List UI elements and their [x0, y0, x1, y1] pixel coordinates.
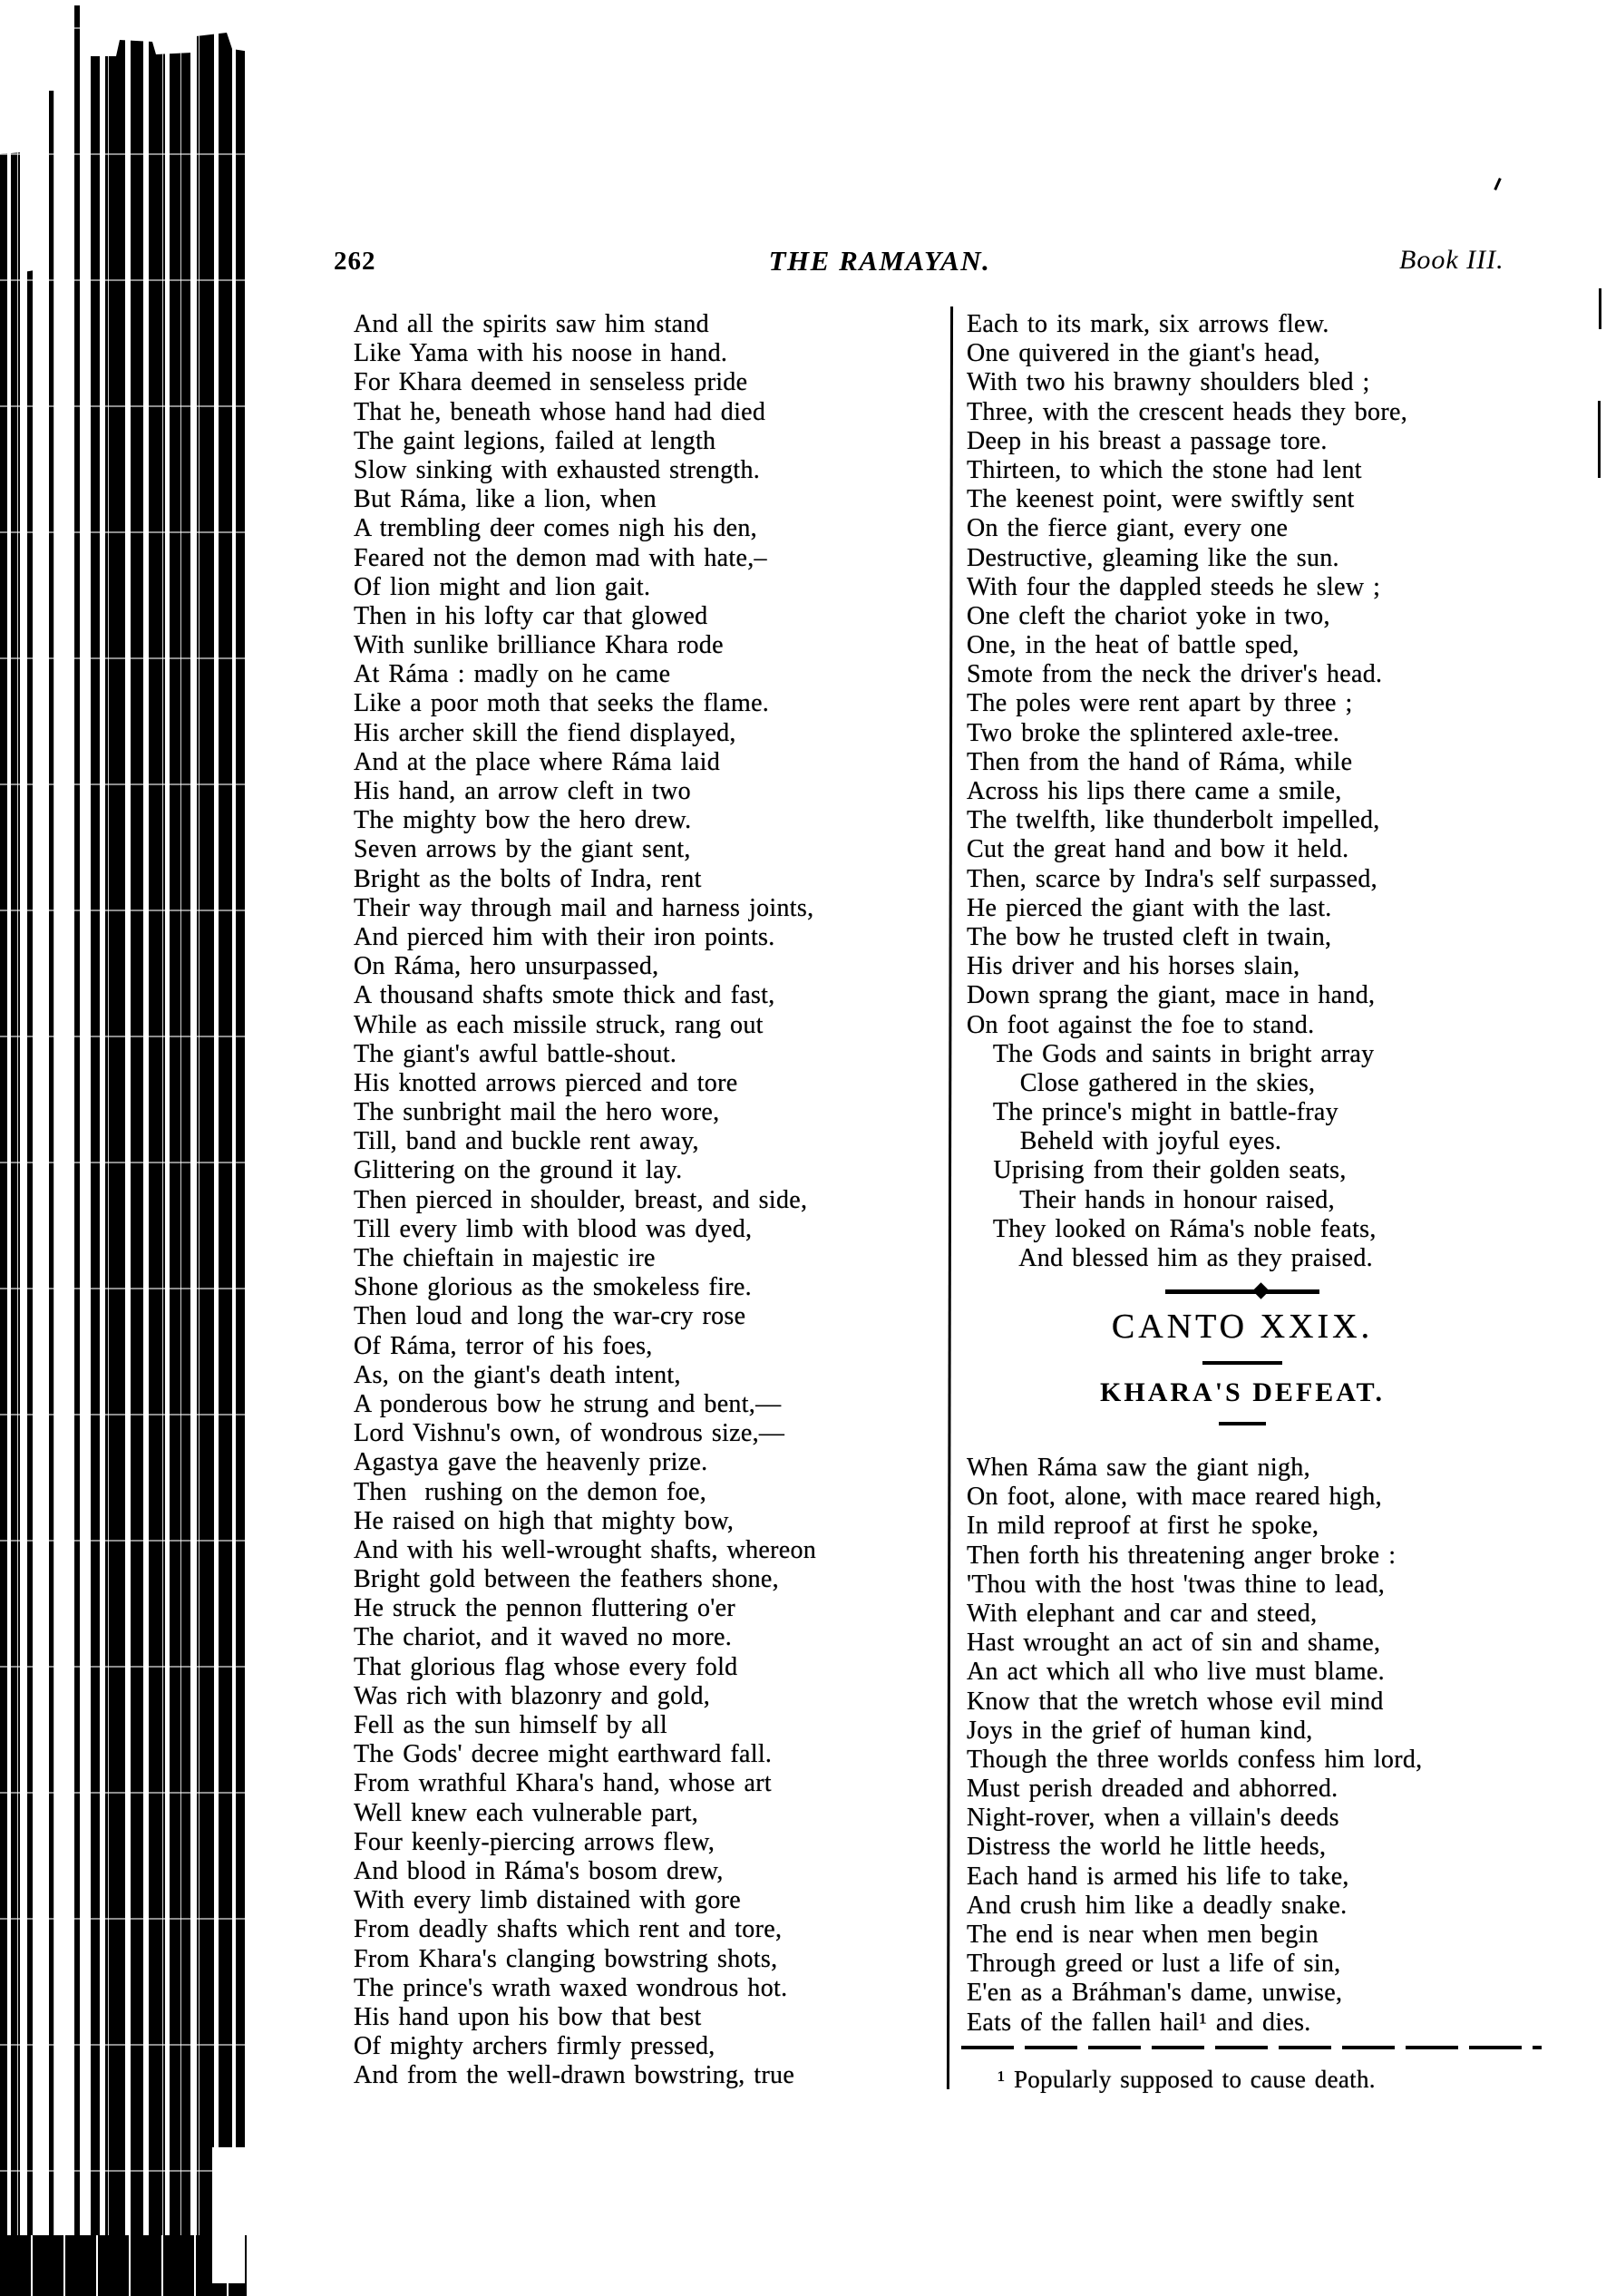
poem-line: E'en as a Bráhman's dame, unwise,	[967, 1979, 1343, 2008]
poem-line: Each hand is armed his life to take,	[967, 1862, 1349, 1891]
poem-line: One, in the heat of battle sped,	[967, 631, 1299, 660]
poem-line: And blessed him as they praised.	[967, 1244, 1373, 1272]
poem-line: The chieftain in majestic ire	[354, 1244, 656, 1272]
divider-rule-small	[1219, 1422, 1266, 1425]
poem-line: Hast wrought an act of sin and shame,	[967, 1629, 1381, 1658]
poem-line: Destructive, gleaming like the sun.	[967, 543, 1339, 572]
poem-line: But Ráma, like a lion, when	[354, 485, 657, 514]
poem-line: His driver and his horses slain,	[967, 952, 1300, 981]
poem-line: Glittering on the ground it lay.	[354, 1156, 683, 1185]
poem-line: And crush him like a deadly snake.	[967, 1891, 1348, 1920]
poem-line: Feared not the demon mad with hate,–	[354, 543, 767, 572]
poem-line: Fell as the sun himself by all	[354, 1711, 667, 1739]
canto-heading: CANTO XXIX.	[1111, 1308, 1374, 1346]
canto-poem	[967, 1454, 1565, 2038]
poem-line: As, on the giant's death intent,	[354, 1360, 681, 1389]
poem-line: Like Yama with his noose in hand.	[354, 339, 728, 368]
poem-line: The end is near when men begin	[967, 1921, 1319, 1949]
footnote: ¹ Popularly supposed to cause death.	[998, 2066, 1376, 2093]
poem-line: On Ráma, hero unsurpassed,	[354, 952, 659, 981]
poem-line: Till, band and buckle rent away,	[354, 1127, 699, 1156]
poem-line: Four keenly-piercing arrows flew,	[354, 1827, 715, 1856]
poem-line: The keenest point, were swiftly sent	[967, 485, 1355, 514]
poem-line: Well knew each vulnerable part,	[354, 1798, 699, 1827]
poem-line: His archer skill the fiend displayed,	[354, 718, 736, 747]
poem-line: And all the spirits saw him stand	[354, 310, 709, 338]
poem-line: Though the three worlds confess him lord,	[967, 1745, 1423, 1774]
poem-line: Then forth his threatening anger broke :	[967, 1541, 1397, 1570]
poem-line: Smote from the neck the driver's head.	[967, 660, 1383, 689]
page-title: THE RAMAYAN.	[768, 245, 991, 277]
poem-line: And at the place where Ráma laid	[354, 747, 720, 776]
poem-line: Joys in the grief of human kind,	[967, 1716, 1313, 1745]
poem-line: When Ráma saw the giant nigh,	[967, 1454, 1310, 1482]
poem-line: Was rich with blazonry and gold,	[354, 1681, 711, 1710]
poem-line: The prince's might in battle-fray	[967, 1098, 1338, 1127]
ornament-rule	[1165, 1289, 1319, 1294]
poem-line: Thirteen, to which the stone had lent	[967, 455, 1362, 484]
poem-line: Their way through mail and harness joints,	[354, 893, 814, 922]
poem-line: He struck the pennon fluttering o'er	[354, 1594, 736, 1623]
page-edge-mark	[1599, 288, 1601, 329]
poem-line: And from the well-drawn bowstring, true	[354, 2061, 795, 2090]
poem-line: One quivered in the giant's head,	[967, 339, 1320, 368]
page-number: 262	[334, 247, 376, 276]
poem-line: Know that the wretch whose evil mind	[967, 1687, 1384, 1716]
poem-line: On foot, alone, with mace reared high,	[967, 1483, 1382, 1512]
poem-line: Down sprang the giant, mace in hand,	[967, 981, 1376, 1010]
poem-line: Then rushing on the demon foe,	[354, 1477, 706, 1506]
poem-line: That he, beneath whose hand had died	[354, 397, 766, 426]
poem-line: For Khara deemed in senseless pride	[354, 368, 748, 397]
poem-line: Through greed or lust a life of sin,	[967, 1950, 1341, 1979]
poem-line: Bright gold between the feathers shone,	[354, 1565, 779, 1594]
poem-line: The chariot, and it waved no more.	[354, 1623, 733, 1652]
poem-line: On the fierce giant, every one	[967, 514, 1289, 543]
canto-heading-block	[961, 1286, 1523, 1425]
poem-line: On foot against the foe to stand.	[967, 1010, 1315, 1039]
poem-line: Night-rover, when a villain's deeds	[967, 1804, 1339, 1833]
scan-speck-mark	[1494, 178, 1501, 190]
poem-line: Then loud and long the war-cry rose	[354, 1302, 746, 1331]
poem-line: Till every limb with blood was dyed,	[354, 1214, 753, 1243]
poem-line: Then, scarce by Indra's self surpassed,	[967, 864, 1377, 893]
left-column-poem	[354, 310, 952, 2090]
poem-line: He raised on high that mighty bow,	[354, 1506, 735, 1535]
poem-line: The sunbright mail the hero wore,	[354, 1098, 720, 1127]
page-edge-mark	[1598, 401, 1601, 478]
poem-line: 'Thou with the host 'twas thine to lead,	[967, 1570, 1386, 1599]
poem-line: Lord Vishnu's own, of wondrous size,—	[354, 1419, 785, 1448]
poem-line: A trembling deer comes nigh his den,	[354, 514, 757, 543]
binding-scan-artifact-bottom	[0, 2235, 247, 2296]
poem-line: The mighty bow the hero drew.	[354, 806, 692, 835]
poem-line: Of lion might and lion gait.	[354, 572, 651, 601]
poem-line: Must perish dreaded and abhorred.	[967, 1775, 1338, 1804]
poem-line: At Ráma : madly on he came	[354, 660, 671, 689]
poem-line: Across his lips there came a smile,	[967, 777, 1342, 805]
poem-line: And blood in Ráma's bosom drew,	[354, 1856, 724, 1885]
poem-line: Shone glorious as the smokeless fire.	[354, 1273, 752, 1302]
poem-line: A ponderous bow he strung and bent,—	[354, 1389, 782, 1418]
poem-line: Slow sinking with exhausted strength.	[354, 455, 761, 484]
poem-line: The prince's wrath waxed wondrous hot.	[354, 1973, 788, 2002]
poem-line: Then in his lofty car that glowed	[354, 601, 708, 630]
poem-line: They looked on Ráma's noble feats,	[967, 1214, 1377, 1243]
poem-line: The giant's awful battle-shout.	[354, 1039, 677, 1068]
poem-line: Then pierced in shoulder, breast, and side,	[354, 1185, 808, 1214]
poem-line: Two broke the splintered axle-tree.	[967, 718, 1340, 747]
poem-line: Beheld with joyful eyes.	[967, 1127, 1282, 1156]
poem-line: The bow he trusted cleft in twain,	[967, 922, 1332, 951]
poem-line: And with his well-wrought shafts, whereon	[354, 1535, 817, 1564]
poem-line: Their hands in honour raised,	[967, 1185, 1335, 1214]
poem-line: With sunlike brilliance Khara rode	[354, 631, 724, 660]
poem-line: Bright as the bolts of Indra, rent	[354, 864, 702, 893]
poem-line: A thousand shafts smote thick and fast,	[354, 981, 775, 1010]
poem-line: The Gods and saints in bright array	[967, 1039, 1375, 1068]
poem-line: Of Ráma, terror of his foes,	[354, 1331, 653, 1360]
binding-scan-notch	[212, 2147, 245, 2283]
poem-line: The gaint legions, failed at length	[354, 426, 716, 455]
poem-line: His knotted arrows pierced and tore	[354, 1068, 738, 1097]
poem-line: The twelfth, like thunderbolt impelled,	[967, 806, 1380, 835]
poem-line: His hand upon his bow that best	[354, 2002, 702, 2031]
book-label: Book III.	[1399, 245, 1504, 275]
divider-rule	[1202, 1361, 1282, 1365]
poem-line: With two his brawny shoulders bled ;	[967, 368, 1370, 397]
poem-line: With four the dappled steeds he slew ;	[967, 572, 1381, 601]
poem-line: From deadly shafts which rent and tore,	[354, 1915, 783, 1944]
poem-line: Uprising from their golden seats,	[967, 1156, 1347, 1185]
poem-line: From wrathful Khara's hand, whose art	[354, 1769, 772, 1798]
poem-line: Agastya gave the heavenly prize.	[354, 1448, 708, 1477]
poem-line: Cut the great hand and bow it held.	[967, 835, 1349, 864]
canto-subheading: KHARA'S DEFEAT.	[1100, 1377, 1385, 1407]
poem-line: An act which all who live must blame.	[967, 1658, 1385, 1687]
poem-line: The Gods' decree might earthward fall.	[354, 1740, 773, 1769]
poem-line: He pierced the giant with the last.	[967, 893, 1332, 922]
poem-line: Three, with the crescent heads they bore,	[967, 397, 1407, 426]
poem-line: One cleft the chariot yoke in two,	[967, 601, 1330, 630]
poem-line: Eats of the fallen hail¹ and dies.	[967, 2008, 1311, 2037]
poem-line: Close gathered in the skies,	[967, 1068, 1316, 1097]
poem-line: Deep in his breast a passage tore.	[967, 426, 1328, 455]
poem-line: With elephant and car and steed,	[967, 1599, 1318, 1628]
poem-line: Each to its mark, six arrows flew.	[967, 310, 1329, 338]
poem-line: Distress the world he little heeds,	[967, 1833, 1327, 1862]
binding-scan-artifact	[0, 0, 256, 2296]
poem-line: With every limb distained with gore	[354, 1886, 742, 1915]
poem-line: And pierced him with their iron points.	[354, 922, 775, 951]
poem-line: His hand, an arrow cleft in two	[354, 777, 691, 805]
poem-line: Then from the hand of Ráma, while	[967, 747, 1353, 776]
poem-line: In mild reproof at first he spoke,	[967, 1512, 1319, 1541]
poem-line: Seven arrows by the giant sent,	[354, 835, 691, 864]
poem-line: From Khara's clanging bowstring shots,	[354, 1944, 778, 1973]
right-column-poem	[967, 310, 1565, 1273]
poem-line: Like a poor moth that seeks the flame.	[354, 689, 770, 718]
poem-line: While as each missile struck, rang out	[354, 1010, 764, 1039]
footnote-rule	[961, 2046, 1542, 2049]
poem-line: That glorious flag whose every fold	[354, 1652, 738, 1681]
poem-line: The poles were rent apart by three ;	[967, 689, 1353, 718]
poem-line: Of mighty archers firmly pressed,	[354, 2032, 715, 2061]
